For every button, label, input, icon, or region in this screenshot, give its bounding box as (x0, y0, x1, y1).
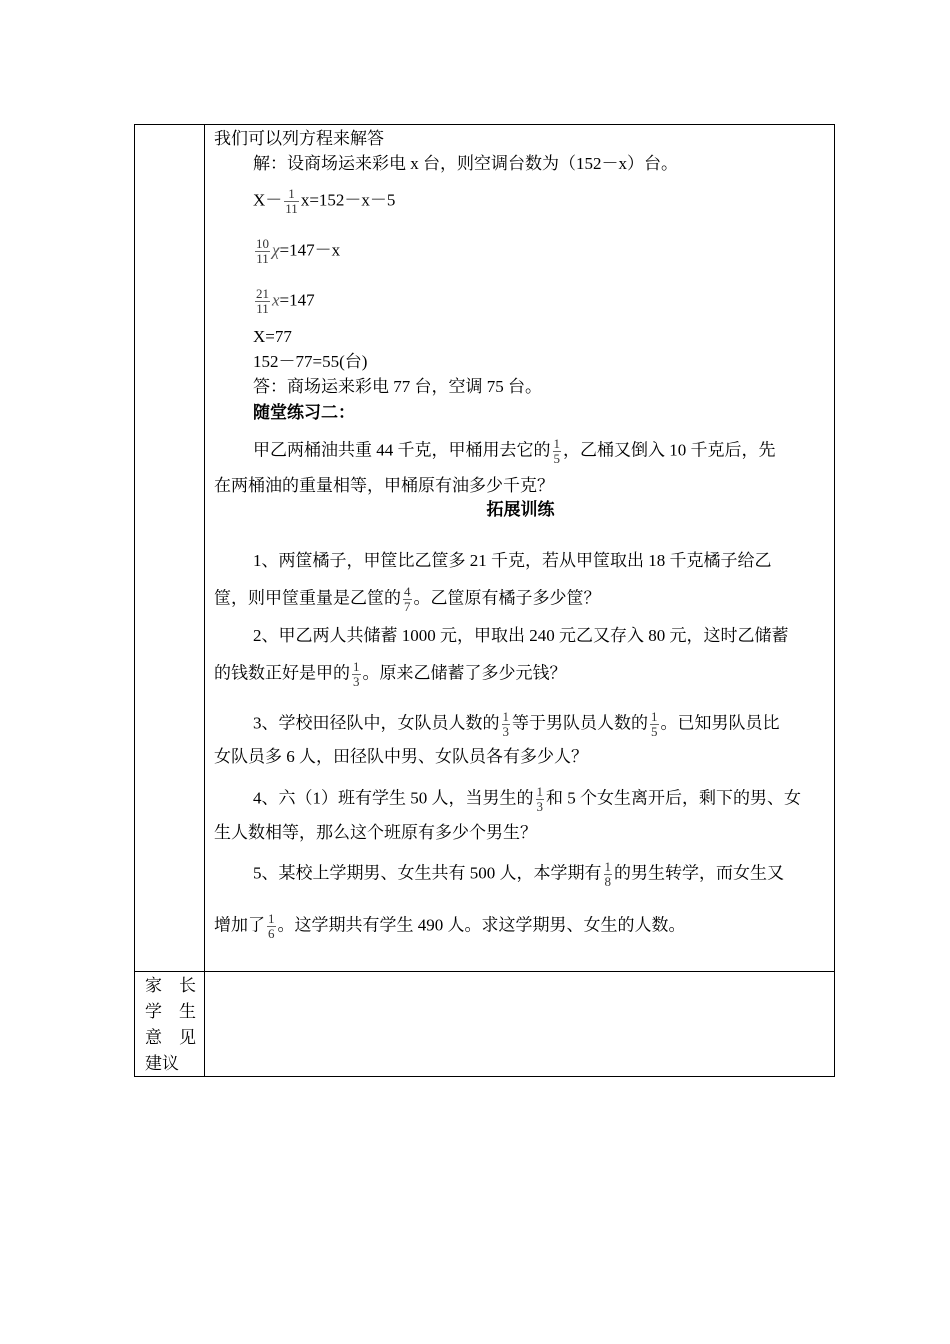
fraction: $\frac{1}{5}$ (553, 436, 560, 466)
extension-heading: 拓展训练 (486, 500, 555, 519)
variable: x (272, 290, 280, 310)
fraction: $\frac{21}{11}$ (256, 286, 269, 316)
problem-4-line1: 4、六（1）班有学生 50 人，当男生的 $\frac{1}{3}$ 和 5 个女生离开后，剩下的男、女 (253, 784, 801, 814)
variable: χ (272, 240, 280, 260)
problem-2-line2: 的钱数正好是甲的 $\frac{1}{3}$ 。原来乙储蓄了多少元钱？ (214, 659, 567, 689)
practice-heading: 随堂练习二： (253, 403, 355, 422)
fraction: $\frac{1}{6}$ (268, 911, 275, 941)
problem-5-line1: 5、某校上学期男、女生共有 500 人，本学期有 $\frac{1}{8}$ 的男生转学，而女生又 (253, 859, 784, 889)
practice-question-line2: 在两桶油的重量相等，甲桶原有油多少千克？ (214, 476, 554, 495)
solution-answer: 答：商场运来彩电 77 台，空调 75 台。 (253, 377, 542, 396)
main-label-cell (135, 125, 205, 972)
fraction: $\frac{1}{5}$ (651, 709, 658, 739)
problem-2-line1: 2、甲乙两人共储蓄 1000 元，甲取出 240 元乙又存入 80 元，这时乙储蓄 (253, 626, 789, 645)
problem-3-line1: 3、学校田径队中，女队员人数的 $\frac{1}{3}$ 等于男队员人数的 $\frac{1}{5}$ 。已知男队员比 (253, 709, 780, 739)
content-area (205, 125, 834, 971)
solution-intro: 我们可以列方程来解答 (214, 129, 384, 148)
equation-1-lead: X－ (253, 190, 283, 210)
practice-question-line1: 甲乙两桶油共重 44 千克，甲桶用去它的 $\frac{1}{5}$ ，乙桶又倒入 10 千克后，先 (253, 436, 776, 466)
equation-3 (253, 287, 315, 316)
equation-1-rest: x=152－x－5 (300, 190, 396, 210)
solution-setup: 解：设商场运来彩电 x 台，则空调台数为（152－x）台。 (253, 154, 678, 173)
fraction: $\frac{1}{3}$ (502, 709, 509, 739)
equation-3-rest: =147 (279, 290, 315, 310)
problem-1-line2: 筐，则甲筐重量是乙筐的 $\frac{4}{7}$ 。乙筐原有橘子多少筐？ (214, 584, 601, 614)
footer-label-cell (135, 972, 205, 1077)
fraction: $\frac{1}{3}$ (353, 659, 360, 689)
footer-row (135, 972, 835, 1077)
fraction: $\frac{1}{11}$ (285, 186, 298, 216)
fraction: $\frac{1}{3}$ (536, 784, 543, 814)
equation-5: 152－77=55(台) (253, 352, 368, 371)
main-row (135, 125, 835, 972)
worksheet-table (134, 124, 835, 1077)
footer-content-cell[interactable] (205, 972, 835, 1077)
equation-2-rest: =147－x (279, 240, 341, 260)
fraction: $\frac{4}{7}$ (404, 584, 411, 614)
equation-1 (253, 187, 395, 216)
main-content-cell (205, 125, 835, 972)
problem-3-line2: 女队员多 6 人，田径队中男、女队员各有多少人？ (214, 747, 588, 766)
fraction: $\frac{10}{11}$ (256, 236, 269, 266)
equation-2 (253, 237, 340, 266)
parent-student-opinion-label: 家 长 学 生 意 见 建议 (145, 976, 196, 1073)
problem-5-line2: 增加了 $\frac{1}{6}$ 。这学期共有学生 490 人。求这学期男、女生的人数。 (214, 911, 686, 941)
fraction: $\frac{1}{8}$ (604, 859, 611, 889)
equation-4: X=77 (253, 327, 292, 346)
problem-1-line1: 1、两筐橘子，甲筐比乙筐多 21 千克，若从甲筐取出 18 千克橘子给乙 (253, 551, 772, 570)
problem-4-line2: 生人数相等，那么这个班原有多少个男生？ (214, 823, 537, 842)
